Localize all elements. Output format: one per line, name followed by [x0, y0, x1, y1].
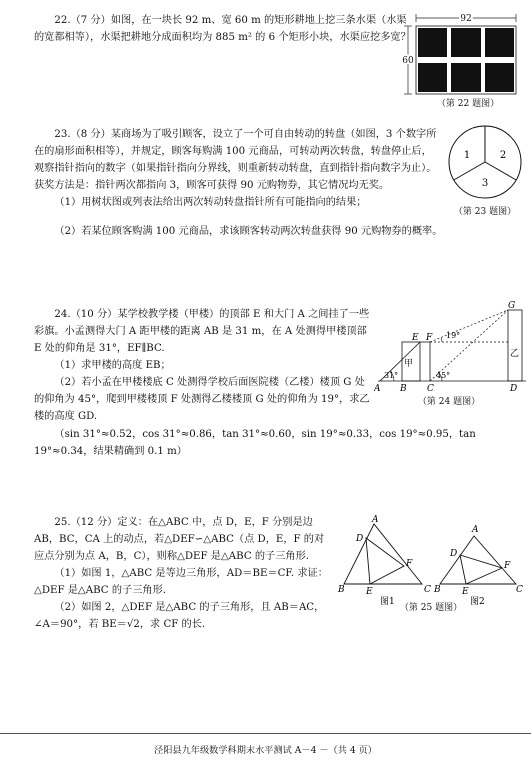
fig1-label-B: B	[338, 585, 345, 595]
angle-label-45: 45°	[436, 371, 451, 380]
angle-arc-19	[441, 338, 442, 342]
fig2-name: 图2	[470, 597, 485, 607]
page-footer: 泾阳县九年级数学科期末水平测试 A－4 －（共 4 页）	[154, 745, 377, 756]
problem-24-q3: （sin 31°≈0.52，cos 31°≈0.86，tan 31°≈0.60，sin 19°≈0.33，cos 19°≈0.95，tan 19°≈0.34，结果精确到 0.1 m）	[34, 429, 476, 457]
triangle-ABC-2	[440, 536, 516, 584]
label-jia: 甲	[404, 359, 414, 369]
sector-label-2: 2	[499, 150, 507, 161]
label-F: F	[426, 333, 433, 343]
problem-24-q3-block	[34, 426, 524, 460]
fig2-label-C: C	[516, 585, 523, 595]
problem-22	[34, 12, 414, 46]
problem-24-q2: （2）若小孟在甲楼楼底 C 处测得学校后面医院楼（乙楼）楼顶 G 处的仰角为 45°，爬到甲楼楼顶 F 处测得乙楼楼顶 G 处的仰角为 19°，求乙楼的高度 GD.	[34, 377, 370, 422]
problem-25	[34, 514, 330, 633]
problem-24	[34, 306, 374, 425]
problem-24-q1: （1）求甲楼的高度 EB；	[54, 360, 171, 371]
height-label: 60	[402, 56, 414, 66]
figure-23-caption: （第 23 题图）	[453, 207, 517, 217]
line-FG	[430, 310, 508, 342]
problem-23-q2-block	[34, 223, 524, 240]
sector-label-1: 1	[463, 150, 471, 161]
fig2-label-B: B	[434, 585, 441, 595]
figure-23-spinner	[446, 122, 524, 202]
figure-24-caption: （第 24 题图）	[417, 397, 481, 407]
problem-25-q1: （1）如图 1，△ABC 是等边三角形，AD＝BE＝CF. 求证：△DEF 是△ABC 的子三角形.	[34, 568, 328, 596]
label-C: C	[427, 384, 434, 394]
figure-25-1	[337, 515, 431, 607]
problem-22-text: 22.（7 分）如图，在一块长 92 m、宽 60 m 的矩形耕地上挖三条水渠（水渠的宽都相等），水渠把耕地分成面积均为 885 m² 的 6 个矩形小块，水渠应挖多宽？	[34, 15, 411, 43]
problem-23-text: 23.（8 分）某商场为了吸引顾客，设立了一个可自由转动的转盘（如图，3 个数字所在的扇形面积相等），并规定，顾客每购满 100 元商品，可转动两次转盘，转盘停止后，观察指针指向的数字（如果指针指向分界线，则重新转动转盘，直到指针指向数字为止）。获奖方法是：指针两次都指向 3，顾客可获得 90 元购物券，其它情况均无奖。	[34, 129, 437, 191]
field-block	[451, 28, 481, 57]
building-yi	[508, 310, 522, 381]
field-block	[418, 28, 447, 57]
fig2-label-E: E	[462, 587, 469, 597]
label-A: A	[374, 384, 381, 394]
fig1-label-F: F	[406, 559, 413, 569]
fig1-label-A: A	[372, 515, 379, 525]
label-yi: 乙	[510, 349, 520, 359]
problem-25-q2: （2）如图 2，△DEF 是△ABC 的子三角形，且 AB＝AC，∠A＝90°，若 BE＝√2，求 CF 的长.	[34, 602, 325, 630]
problem-24-text: 24.（10 分）某学校教学楼（甲楼）的顶部 E 和大门 A 之间挂了一些彩旗。小孟测得大门 A 距甲楼的距离 AB 是 31 m，在 A 处测得甲楼顶部 E 处的仰角是 31°，EF∥BC.	[34, 309, 370, 354]
triangle-DEF-2	[460, 555, 502, 584]
figure-25-2	[433, 525, 523, 607]
figure-22-caption: （第 22 题图）	[436, 99, 500, 109]
field-block	[451, 63, 481, 92]
field-block	[418, 63, 447, 92]
problem-23	[34, 126, 438, 211]
fig2-label-F: F	[504, 561, 511, 571]
figure-25	[336, 512, 526, 608]
triangle-DEF-1	[366, 538, 404, 584]
fig1-label-E: E	[366, 587, 373, 597]
fig2-label-A: A	[472, 525, 479, 535]
fig1-label-D: D	[356, 534, 364, 544]
fig1-label-C: C	[424, 585, 431, 595]
field-block	[485, 63, 514, 92]
triangle-ABC-1	[344, 524, 422, 584]
sector-label-3: 3	[481, 178, 489, 189]
label-D: D	[510, 384, 518, 394]
problem-25-text: 25.（12 分）定义：在△ABC 中，点 D，E，F 分别是边 AB，BC，CA 上的动点，若△DEF∽△ABC（点 D，E，F 的对应点分别为点 A，B，C），则称△DEF 是△ABC 的子三角形.	[34, 517, 325, 562]
fig1-name: 图1	[380, 597, 395, 607]
label-E: E	[412, 333, 419, 343]
width-label: 92	[460, 14, 472, 24]
label-G: G	[508, 301, 516, 311]
footer-rule	[0, 733, 531, 734]
problem-23-q2: （2）若某位顾客购满 100 元商品，求该顾客转动两次转盘获得 90 元购物券的概率。	[54, 226, 443, 237]
fig2-label-D: D	[450, 549, 458, 559]
problem-23-q1: （1）用树状图或列表法给出两次转动转盘指针所有可能指向的结果；	[54, 197, 367, 208]
field-block	[485, 28, 514, 57]
angle-label-31: 31°	[384, 371, 399, 380]
angle-label-19: 19°	[446, 331, 461, 340]
label-B: B	[400, 384, 407, 394]
figure-25-caption: （第 25 题图）	[399, 603, 463, 613]
figure-22	[398, 8, 528, 108]
figure-24	[374, 300, 530, 396]
